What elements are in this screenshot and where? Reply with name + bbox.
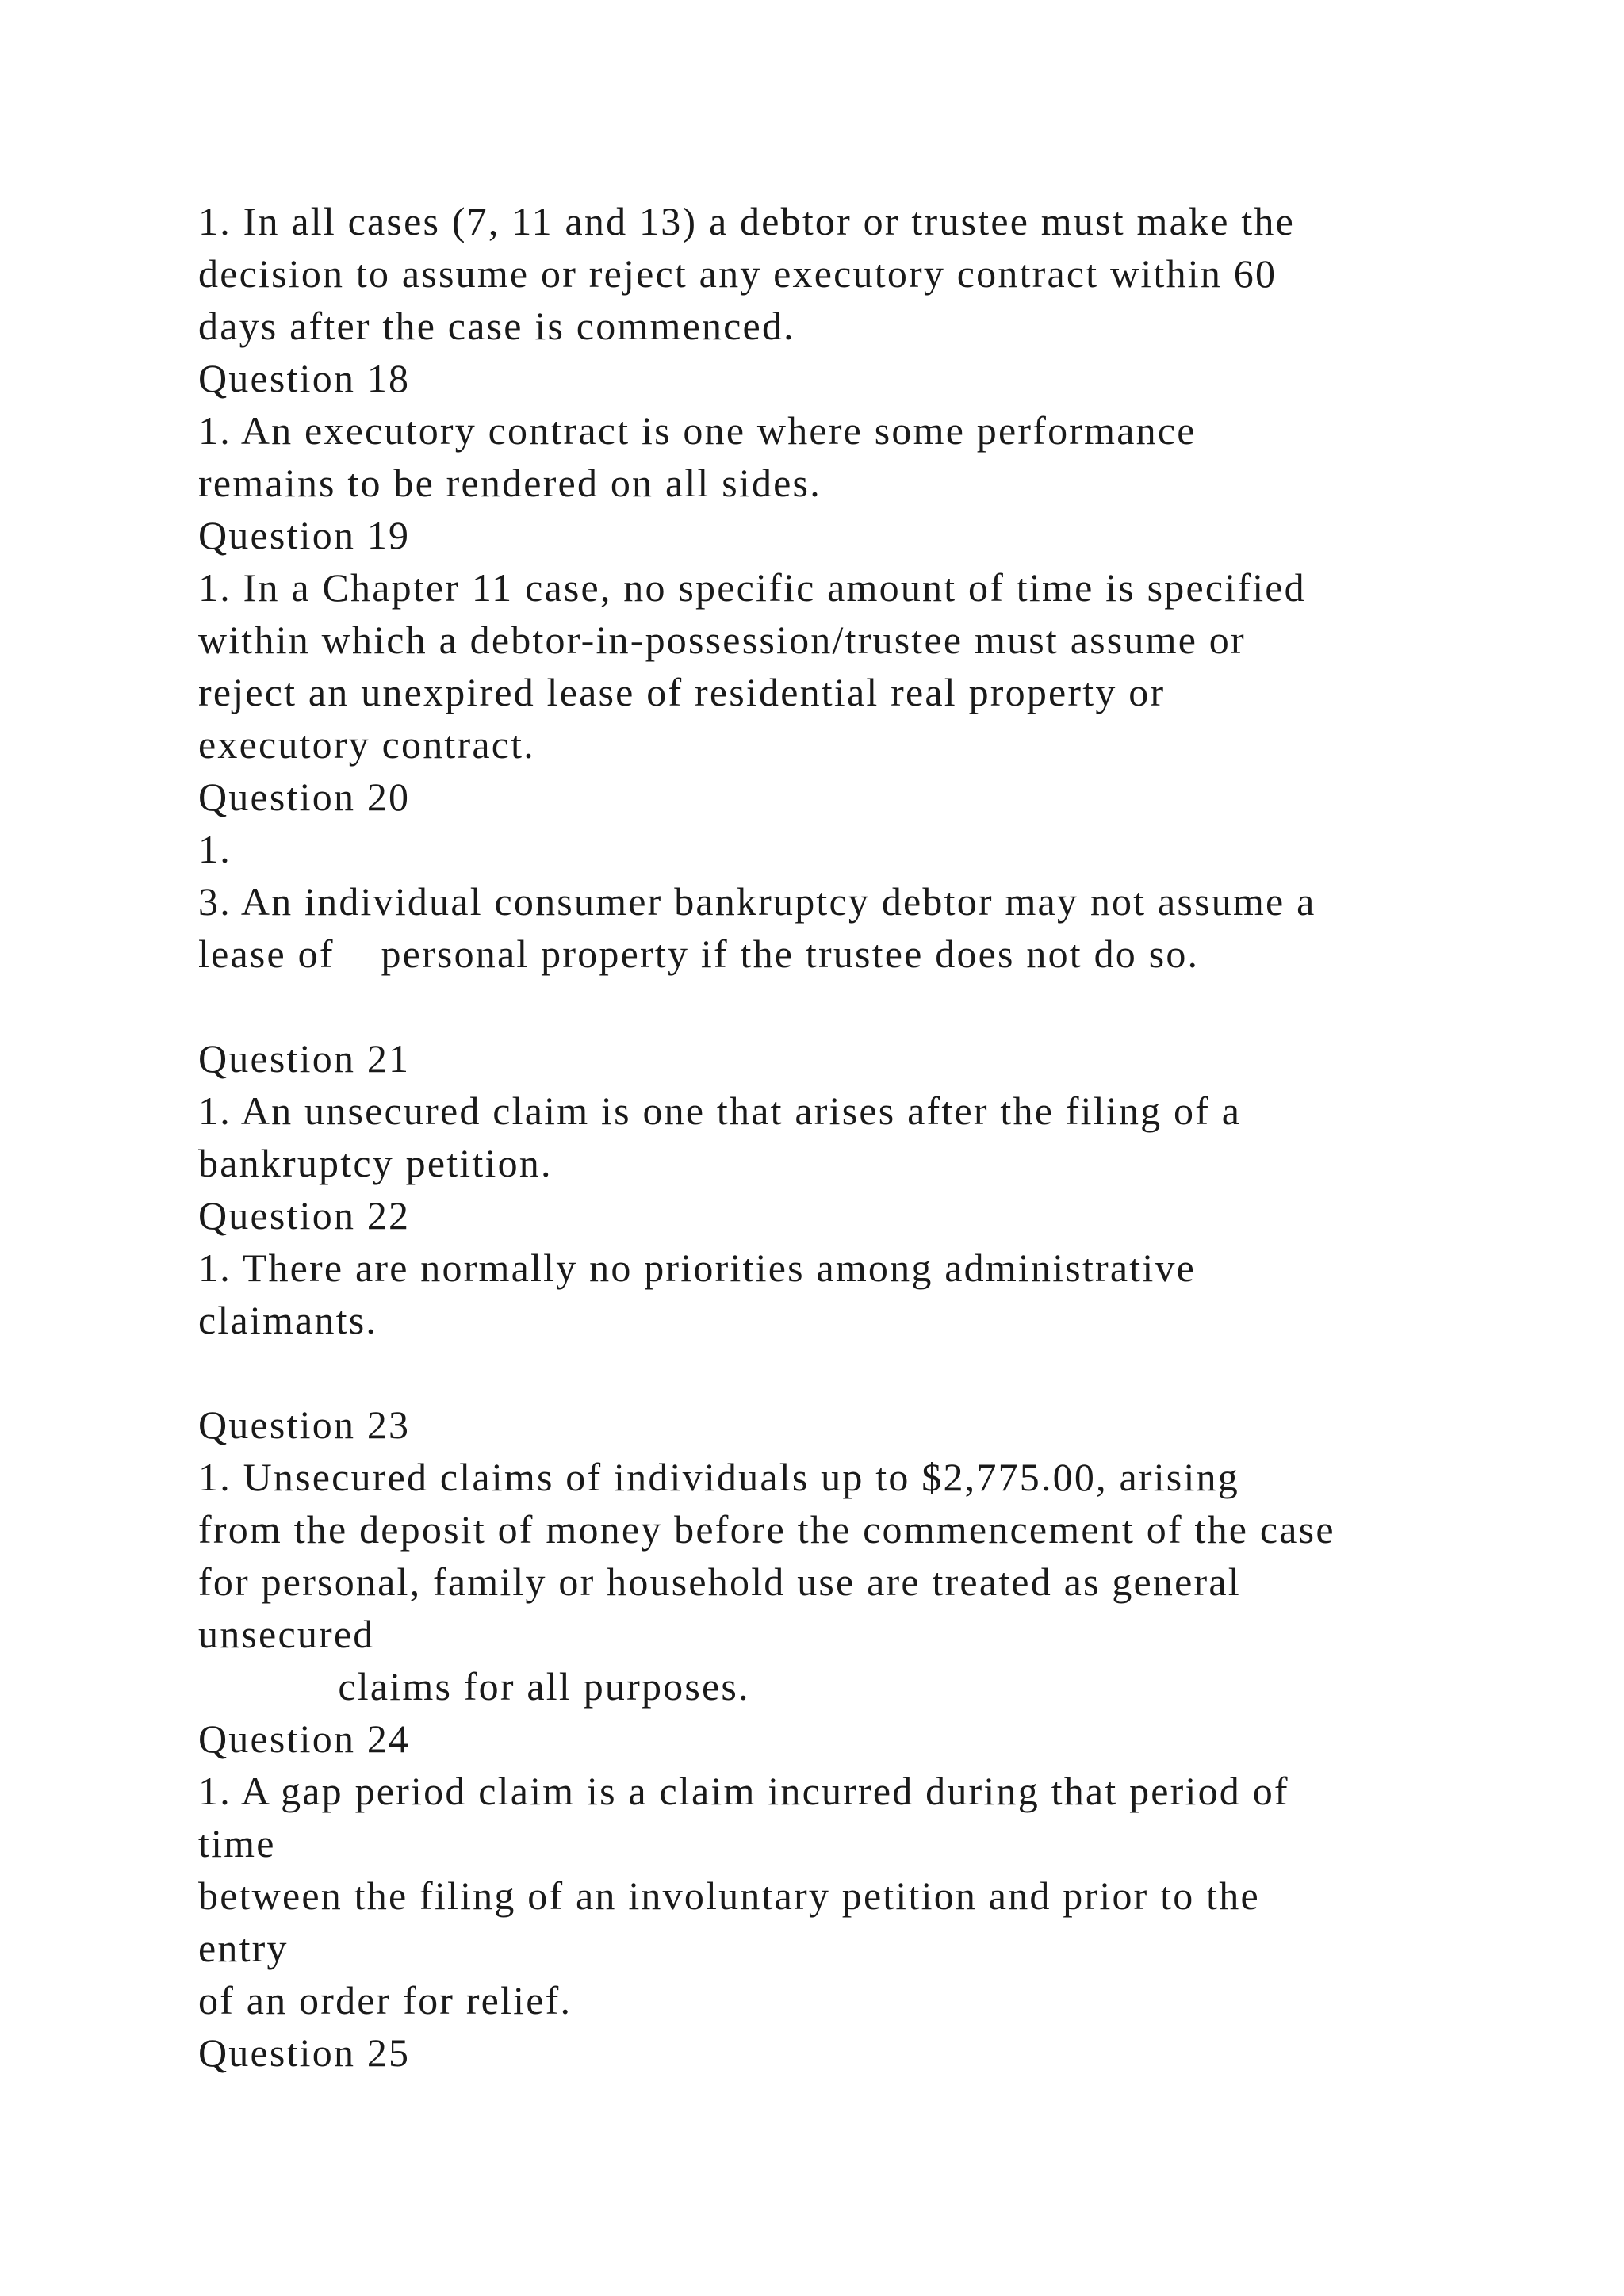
text-line: 1. A gap period claim is a claim incurred during that period of xyxy=(198,1769,1289,1813)
text-line: reject an unexpired lease of residential real property or xyxy=(198,670,1166,714)
question-heading: Question 18 xyxy=(198,356,411,400)
question-heading: Question 25 xyxy=(198,2030,411,2075)
blank-line xyxy=(198,980,1594,1032)
text-line: 1. Unsecured claims of individuals up to $2,775.00, arising xyxy=(198,1455,1239,1499)
text-line: 1. An unsecured claim is one that arises after the filing of a xyxy=(198,1089,1242,1133)
text-line: decision to assume or reject any executory contract within 60 xyxy=(198,251,1277,296)
blank-line xyxy=(198,1346,1594,1399)
document-page xyxy=(198,195,1594,2079)
text-line: of an order for relief. xyxy=(198,1978,573,2022)
text-line: within which a debtor-in-possession/trustee must assume or xyxy=(198,618,1246,662)
text-line: 1. There are normally no priorities among administrative xyxy=(198,1246,1197,1290)
text-line: entry xyxy=(198,1926,289,1970)
text-line: days after the case is commenced. xyxy=(198,304,795,348)
text-line: 1. xyxy=(198,827,232,871)
text-line: 1. In a Chapter 11 case, no specific amount of time is specified xyxy=(198,565,1306,610)
question-heading: Question 24 xyxy=(198,1716,411,1761)
text-line: executory contract. xyxy=(198,722,535,767)
question-heading: Question 19 xyxy=(198,513,411,557)
text-line: unsecured xyxy=(198,1612,375,1656)
text-line: 1. An executory contract is one where some performance xyxy=(198,408,1197,453)
text-line: bankruptcy petition. xyxy=(198,1141,553,1185)
question-heading: Question 20 xyxy=(198,775,411,819)
text-line: claims for all purposes. xyxy=(198,1664,750,1709)
text-line: lease of personal property if the trustee does not do so. xyxy=(198,932,1200,976)
text-line: between the filing of an involuntary petition and prior to the xyxy=(198,1873,1260,1918)
text-line: time xyxy=(198,1821,276,1866)
question-heading: Question 23 xyxy=(198,1402,411,1447)
text-line: 3. An individual consumer bankruptcy debtor may not assume a xyxy=(198,879,1316,924)
text-line: remains to be rendered on all sides. xyxy=(198,461,822,505)
question-heading: Question 22 xyxy=(198,1193,411,1238)
text-line: from the deposit of money before the commencement of the case xyxy=(198,1507,1335,1552)
text-line: 1. In all cases (7, 11 and 13) a debtor or trustee must make the xyxy=(198,199,1296,243)
text-line: claimants. xyxy=(198,1298,378,1342)
question-heading: Question 21 xyxy=(198,1036,411,1081)
text-line: for personal, family or household use are treated as general xyxy=(198,1559,1241,1604)
